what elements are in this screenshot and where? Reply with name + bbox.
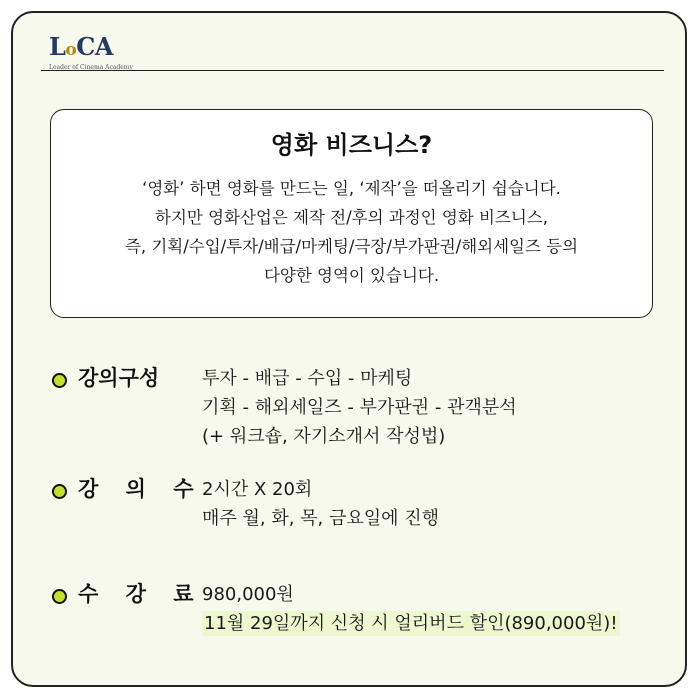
curriculum-line: 투자 - 배급 - 수입 - 마케팅 — [202, 368, 413, 389]
intro-line: 즉, 기획/수입/투자/배급/마케팅/극장/부가판권/해외세일즈 등의 — [124, 237, 579, 256]
curriculum-label: 강의구성 — [78, 366, 160, 390]
intro-line: 다양한 영역이 있습니다. — [263, 266, 440, 285]
fee-label: 수 강 료 — [78, 582, 204, 606]
lecture-count-line: 2시간 X 20회 — [202, 479, 313, 500]
logo-mark: LoCA — [49, 32, 113, 61]
early-bird-note: 11월 29일까지 신청 시 얼리버드 할인(890,000원)! — [204, 613, 618, 634]
intro-line: ‘영화’ 하면 영화를 만드는 일, ‘제작’을 떠올리기 쉽습니다. — [142, 179, 561, 198]
lecture-count-details — [202, 475, 439, 533]
logo-tagline: Leader of Cinema Academy — [49, 64, 133, 71]
bullet-icon — [52, 589, 67, 604]
curriculum-details — [202, 364, 517, 451]
fee-price: 980,000원 — [202, 584, 294, 605]
header-divider — [41, 70, 664, 71]
curriculum-line: 기획 - 해외세일즈 - 부가판권 - 관객분석 — [202, 397, 517, 418]
intro-text — [51, 174, 652, 290]
intro-box — [50, 109, 653, 318]
bullet-icon — [52, 484, 67, 499]
fee-details — [202, 580, 620, 638]
info-card — [11, 11, 687, 687]
curriculum-line: (+ 워크숍, 자기소개서 작성법) — [202, 426, 446, 447]
lecture-count-line: 매주 월, 화, 목, 금요일에 진행 — [202, 508, 440, 529]
bullet-icon — [52, 373, 67, 388]
lecture-count-label: 강 의 수 — [78, 477, 204, 501]
loca-logo — [49, 32, 169, 71]
intro-line: 하지만 영화산업은 제작 전/후의 과정인 영화 비즈니스, — [155, 208, 548, 227]
intro-title: 영화 비즈니스? — [270, 131, 433, 159]
